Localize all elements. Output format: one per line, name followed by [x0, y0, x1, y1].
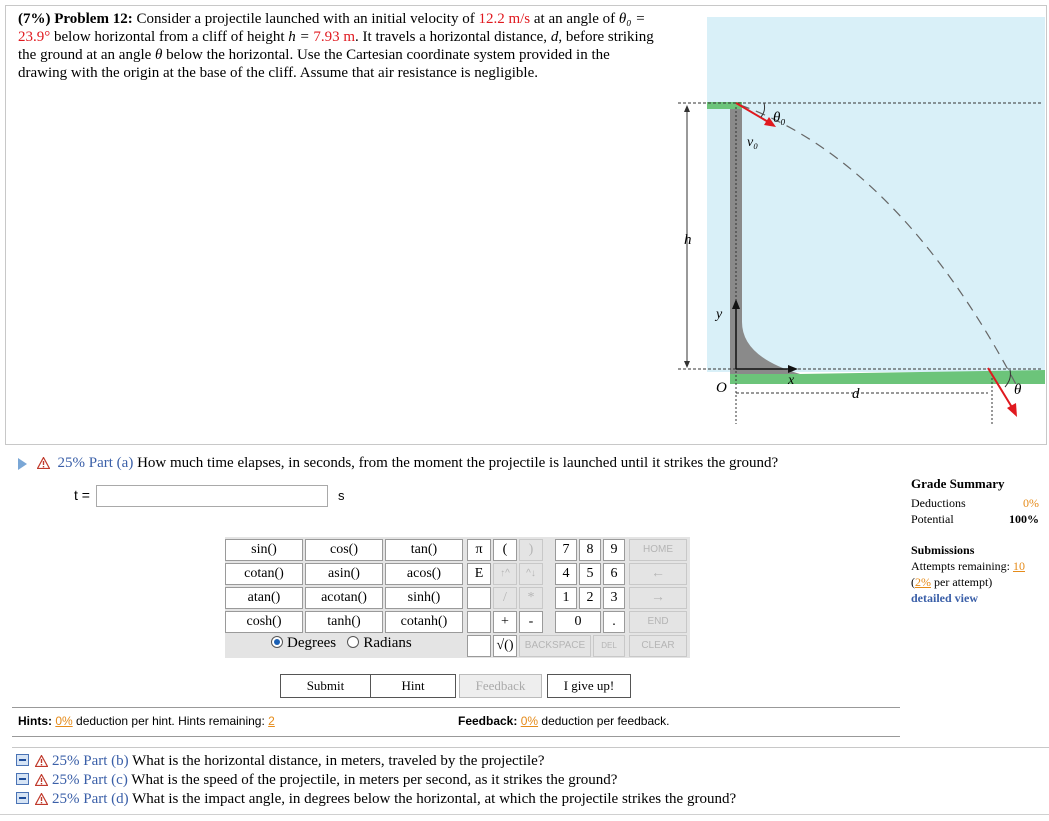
part-d-percent: 25% [52, 791, 80, 807]
key-acotan[interactable]: acotan() [305, 587, 383, 609]
key-cotan[interactable]: cotan() [225, 563, 303, 585]
problem-panel [5, 5, 1047, 445]
key-down[interactable]: ^↓ [519, 563, 543, 585]
problem-text-5: , before striking the ground at an angle [18, 29, 654, 63]
answer-input[interactable] [96, 485, 328, 507]
sky-area [707, 17, 1045, 372]
per-attempt-text: per attempt) [934, 575, 993, 589]
v0-value: 12.2 m/s [478, 11, 531, 27]
theta0-label: θ₀ [773, 110, 786, 126]
part-a-percent: 25% [57, 455, 85, 471]
key-end[interactable]: END [629, 611, 687, 633]
deductions-row [911, 495, 1039, 511]
problem-statement [18, 10, 658, 82]
key-blank-2 [467, 611, 491, 633]
theta-symbol: θ [155, 47, 163, 63]
angle-mode-selector [271, 635, 412, 652]
detailed-view-link[interactable]: detailed view [911, 591, 978, 605]
part-a-question: How much time elapses, in seconds, from the moment the projectile is launched until it strikes the ground? [137, 455, 779, 471]
feedback-info [458, 714, 669, 728]
part-d-question: What is the impact angle, in degrees below the horizontal, at which the projectile strikes the ground? [132, 791, 737, 807]
feedback-pct[interactable]: 0% [520, 714, 539, 728]
feedback-label: Feedback: [458, 714, 518, 728]
h-value: 7.93 m [313, 29, 356, 45]
origin-label: O [716, 380, 727, 396]
key-atan[interactable]: atan() [225, 587, 303, 609]
hints-label: Hints: [18, 714, 52, 728]
problem-weight: (7%) [18, 11, 51, 27]
key-0[interactable]: 0 [555, 611, 601, 633]
key-4[interactable]: 4 [555, 563, 577, 585]
theta0-value: 23.9° [18, 29, 51, 45]
key-tan[interactable]: tan() [385, 539, 463, 561]
submit-button[interactable]: Submit [280, 674, 371, 698]
collapse-icon[interactable] [16, 773, 29, 785]
h-symbol: h = [288, 29, 310, 45]
key-blank-3 [467, 635, 491, 657]
key-cosh[interactable]: cosh() [225, 611, 303, 633]
key-right[interactable]: → [629, 587, 687, 609]
key-asin[interactable]: asin() [305, 563, 383, 585]
y-label: y [716, 307, 723, 322]
hints-text: deduction per hint. Hints remaining: [76, 714, 265, 728]
degrees-label: Degrees [287, 635, 337, 651]
part-c-label: Part (c) [83, 772, 128, 788]
part-c-percent: 25% [52, 772, 80, 788]
part-b-question: What is the horizontal distance, in meters, traveled by the projectile? [132, 753, 545, 769]
key-5[interactable]: 5 [579, 563, 601, 585]
key-rparen[interactable]: ) [519, 539, 543, 561]
radians-radio[interactable] [347, 636, 359, 648]
d-label: d [852, 386, 860, 402]
potential-label: Potential [911, 512, 954, 526]
key-pi[interactable]: π [467, 539, 491, 561]
key-1[interactable]: 1 [555, 587, 577, 609]
key-up[interactable]: ↑^ [493, 563, 517, 585]
d-symbol: d [550, 29, 559, 45]
potential-row [911, 511, 1039, 527]
x-label: x [788, 373, 795, 388]
key-tanh[interactable]: tanh() [305, 611, 383, 633]
key-sqrt[interactable]: √() [493, 635, 517, 657]
key-minus[interactable]: - [519, 611, 543, 633]
key-home[interactable]: HOME [629, 539, 687, 561]
part-a-label: Part (a) [88, 455, 134, 471]
part-b-label: Part (b) [83, 753, 129, 769]
hints-info [18, 714, 275, 728]
expand-triangle-icon[interactable] [18, 458, 27, 470]
key-sinh[interactable]: sinh() [385, 587, 463, 609]
deductions-label: Deductions [911, 496, 966, 510]
key-cotanh[interactable]: cotanh() [385, 611, 463, 633]
key-clear[interactable]: CLEAR [629, 635, 687, 657]
key-6[interactable]: 6 [603, 563, 625, 585]
degrees-radio[interactable] [271, 636, 283, 648]
key-cos[interactable]: cos() [305, 539, 383, 561]
key-sin[interactable]: sin() [225, 539, 303, 561]
later-parts-list [12, 747, 1049, 809]
impact-arrowhead [1007, 403, 1017, 417]
attempts-info: Attempts remaining: 10 (2% per attempt) detailed view [911, 559, 1025, 605]
part-d-row[interactable] [12, 790, 1049, 809]
key-decimal[interactable]: . [603, 611, 625, 633]
key-divide[interactable]: / [493, 587, 517, 609]
key-left[interactable]: ← [629, 563, 687, 585]
part-b-row[interactable] [12, 752, 1049, 771]
feedback-button[interactable]: Feedback [459, 674, 542, 698]
h-arrow-top [684, 105, 690, 112]
key-plus[interactable]: + [493, 611, 517, 633]
attempts-label: Attempts remaining: [911, 559, 1010, 573]
deductions-value: 0% [1023, 496, 1039, 510]
hints-feedback-bar [12, 707, 900, 737]
collapse-icon[interactable] [16, 754, 29, 766]
per-attempt-pct[interactable]: 2% [915, 575, 931, 589]
problem-text-2: at an angle of [533, 11, 616, 27]
key-7[interactable]: 7 [555, 539, 577, 561]
hint-button[interactable]: Hint [370, 674, 456, 698]
warning-icon [35, 774, 48, 786]
answer-label: t = [74, 487, 90, 503]
h-label: h [684, 232, 692, 248]
key-acos[interactable]: acos() [385, 563, 463, 585]
part-d-label: Part (d) [83, 791, 129, 807]
part-b-percent: 25% [52, 753, 80, 769]
calculator-keypad [225, 537, 690, 658]
radians-label: Radians [363, 635, 412, 651]
answer-unit: s [338, 488, 345, 503]
projectile-figure [670, 12, 1046, 432]
grade-summary [911, 476, 1039, 606]
key-9[interactable]: 9 [603, 539, 625, 561]
problem-text-4: . It travels a horizontal distance, [355, 29, 548, 45]
grade-title: Grade Summary [911, 476, 1005, 491]
key-2[interactable]: 2 [579, 587, 601, 609]
h-arrow-bottom [684, 361, 690, 368]
key-multiply[interactable]: * [519, 587, 543, 609]
theta-label: θ [1014, 382, 1022, 398]
warning-icon [35, 755, 48, 767]
part-a-header[interactable] [18, 455, 778, 472]
potential-value: 100% [1009, 512, 1039, 526]
problem-label: Problem 12: [54, 11, 133, 27]
v0-label: v₀ [747, 135, 759, 150]
attempts-value: 10 [1012, 559, 1025, 573]
problem-text-1: Consider a projectile launched with an initial velocity of [136, 11, 475, 27]
feedback-text: deduction per feedback. [541, 714, 670, 728]
key-blank-1 [467, 587, 491, 609]
give-up-button[interactable]: I give up! [547, 674, 631, 698]
problem-text-6: below the horizontal. Use the Cartesian coordinate system provided in the drawing with the origin at the base of the cliff. Assume that air resistance is negligible. [18, 47, 610, 81]
key-backspace[interactable]: BACKSPACE [519, 635, 591, 657]
hints-remaining: 2 [268, 714, 275, 728]
problem-text-3: below horizontal from a cliff of height [54, 29, 285, 45]
key-e[interactable]: E [467, 563, 491, 585]
key-del[interactable]: DEL [593, 635, 625, 657]
theta0-symbol: θ₀ = [618, 11, 646, 27]
hints-pct[interactable]: 0% [55, 714, 73, 728]
key-8[interactable]: 8 [579, 539, 601, 561]
warning-icon [37, 457, 50, 469]
part-c-row[interactable] [12, 771, 1049, 790]
submissions-title: Submissions [911, 543, 975, 557]
collapse-icon[interactable] [16, 792, 29, 804]
part-c-question: What is the speed of the projectile, in meters per second, as it strikes the ground? [131, 772, 618, 788]
warning-icon [35, 793, 48, 805]
key-3[interactable]: 3 [603, 587, 625, 609]
key-lparen[interactable]: ( [493, 539, 517, 561]
